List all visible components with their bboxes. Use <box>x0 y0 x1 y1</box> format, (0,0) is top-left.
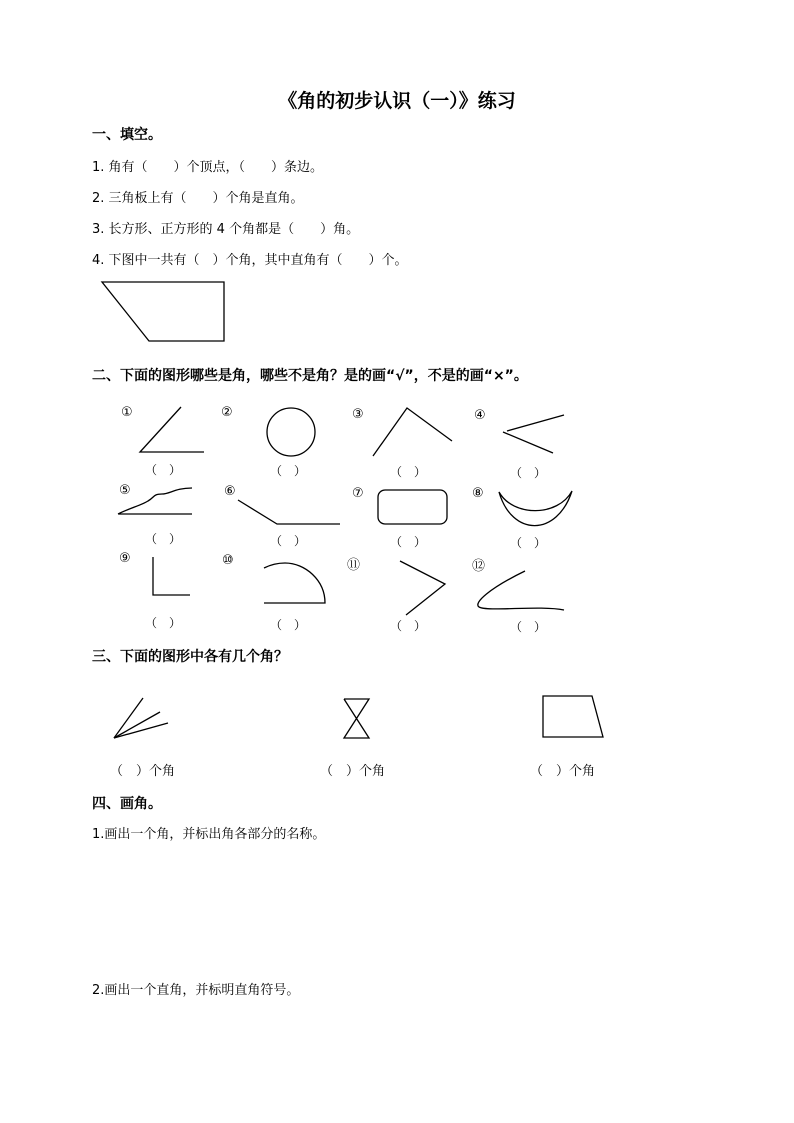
marker-12: ⑫ <box>472 559 486 574</box>
marker-4: ④ <box>474 408 486 423</box>
question-1-2: 2. 三角板上有（ ）个角是直角。 <box>92 191 304 206</box>
marker-10: ⑩ <box>222 553 234 568</box>
hourglass-figure <box>344 699 369 738</box>
marker-1: ① <box>121 405 133 420</box>
section-3-heading: 三、下面的图形中各有几个角？ <box>92 649 288 665</box>
answer-blank-7[interactable]: （ ） <box>390 535 427 549</box>
answer-blank-2[interactable]: （ ） <box>270 464 307 478</box>
answer-blank-4[interactable]: （ ） <box>510 466 547 480</box>
answer-blank-9[interactable]: （ ） <box>145 616 182 630</box>
question-1-1: 1. 角有（ ）个顶点，（ ）条边。 <box>92 160 324 175</box>
quadrilateral-figure <box>543 696 603 737</box>
page-title: 《角的初步认识（一）》练习 <box>278 90 516 112</box>
marker-6: ⑥ <box>224 484 236 499</box>
marker-2: ② <box>221 405 233 420</box>
marker-8: ⑧ <box>472 486 484 501</box>
marker-5: ⑤ <box>119 483 131 498</box>
question-1-3: 3. 长方形、正方形的 4 个角都是（ ）角。 <box>92 222 360 237</box>
marker-3: ③ <box>352 407 364 422</box>
marker-7: ⑦ <box>352 486 364 501</box>
fan-ray-2 <box>114 712 160 738</box>
answer-3-3[interactable]: （ ）个角 <box>530 764 596 779</box>
answer-blank-3[interactable]: （ ） <box>390 465 427 479</box>
section-1-heading: 一、填空。 <box>92 127 162 143</box>
question-4-1: 1.画出一个角，并标出角各部分的名称。 <box>92 827 326 842</box>
fan-ray-1 <box>114 698 143 738</box>
answer-blank-11[interactable]: （ ） <box>390 619 427 633</box>
answer-blank-8[interactable]: （ ） <box>510 536 547 550</box>
question-1-4: 4. 下图中一共有（ ）个角，其中直角有（ ）个。 <box>92 253 408 268</box>
section-2-heading: 二、下面的图形哪些是角，哪些不是角？是的画“√”，不是的画“×”。 <box>92 368 528 384</box>
answer-blank-6[interactable]: （ ） <box>270 534 307 548</box>
answer-blank-10[interactable]: （ ） <box>270 618 307 632</box>
section-4-heading: 四、画角。 <box>92 796 162 812</box>
question-4-2: 2.画出一个直角，并标明直角符号。 <box>92 983 300 998</box>
marker-9: ⑨ <box>119 551 131 566</box>
answer-blank-1[interactable]: （ ） <box>145 463 182 477</box>
answer-3-2[interactable]: （ ）个角 <box>320 764 386 779</box>
answer-blank-5[interactable]: （ ） <box>145 532 182 546</box>
marker-11: ⑪ <box>347 558 361 573</box>
answer-blank-12[interactable]: （ ） <box>510 620 547 634</box>
answer-3-1[interactable]: （ ）个角 <box>110 764 176 779</box>
fan-ray-3 <box>114 723 168 738</box>
